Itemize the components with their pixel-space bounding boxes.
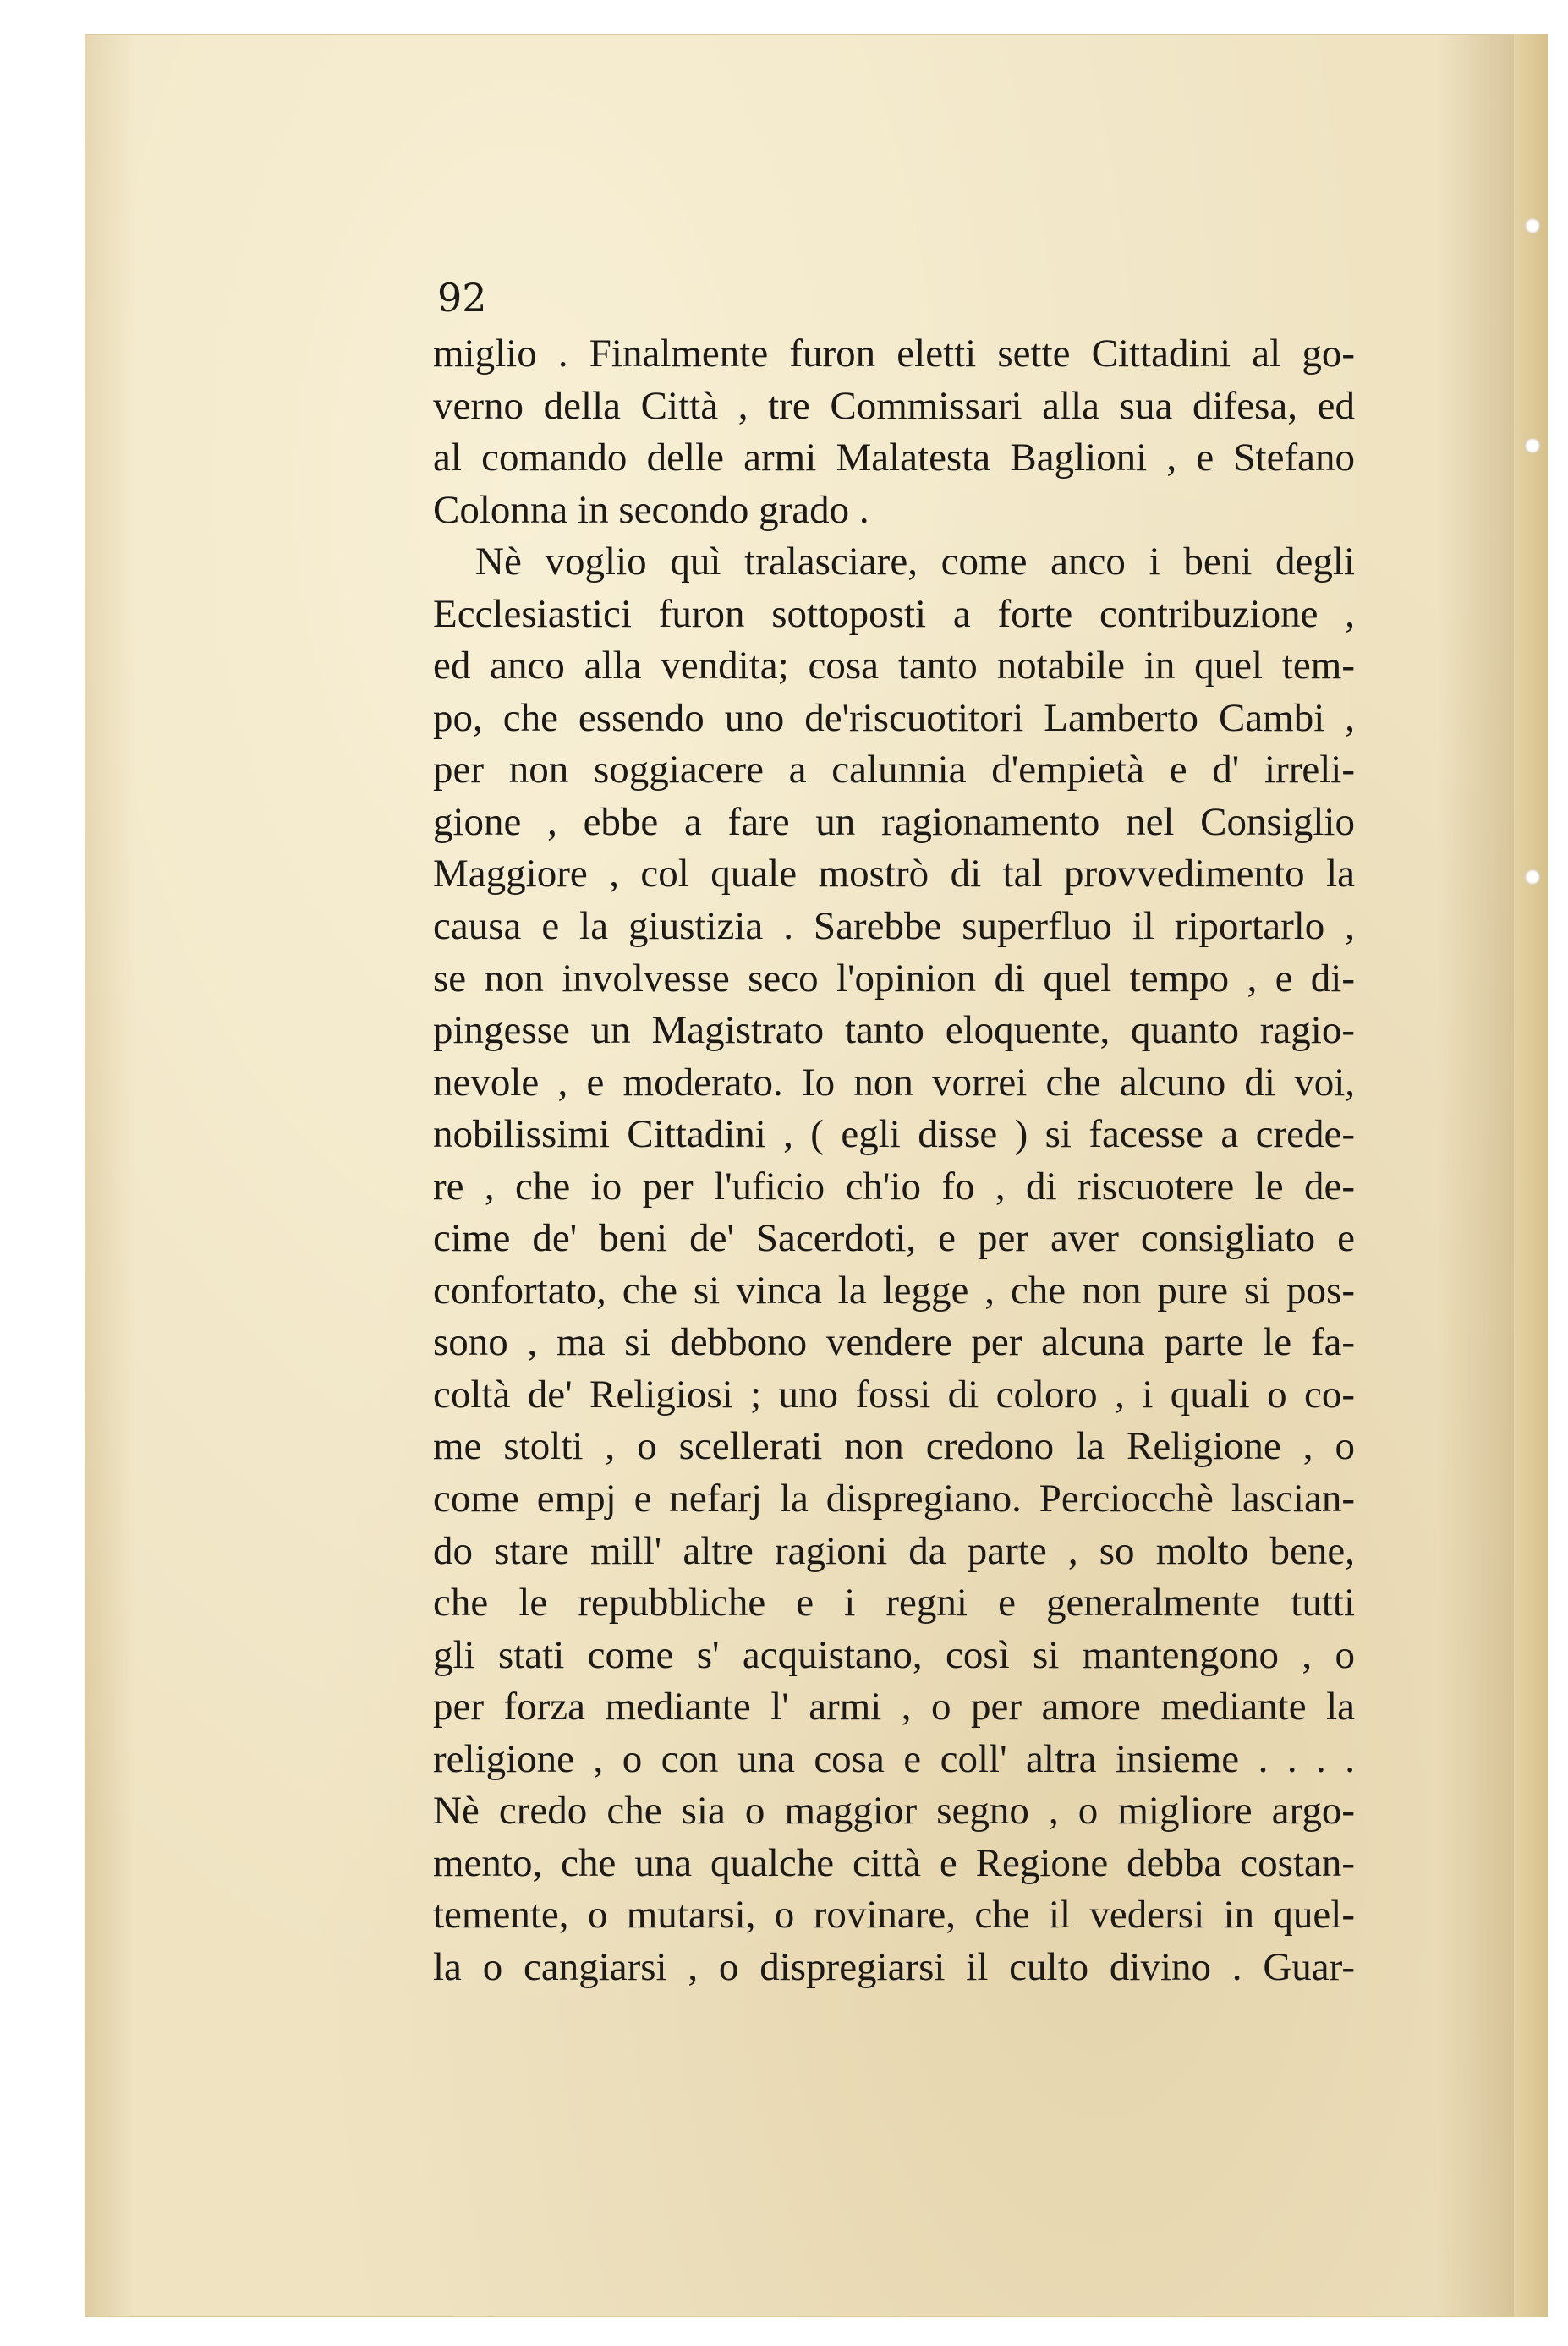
- text-line: Colonna in secondo grado .: [433, 487, 869, 532]
- page-number: 92: [437, 275, 487, 321]
- text-line: me stolti , o scellerati non credono la Religione , o: [433, 1424, 1355, 1469]
- text-line: Nè credo che sia o maggior segno , o migliore argo-: [433, 1789, 1355, 1833]
- text-line: per non soggiacere a calunnia d'empietà e d' irreli-: [433, 748, 1355, 792]
- text-line: nobilissimi Cittadini , ( egli disse ) si facesse a crede-: [433, 1112, 1355, 1157]
- text-line: religione , o con una cosa e coll' altra insieme . . . .: [433, 1736, 1355, 1781]
- text-line: la o cangiarsi , o dispregiarsi il culto divino . Guar-: [433, 1944, 1355, 1989]
- text-line: do stare mill' altre ragioni da parte , so molto bene,: [433, 1528, 1355, 1573]
- text-line: al comando delle armi Malatesta Baglioni , e Stefano: [433, 436, 1355, 480]
- text-line: Ecclesiastici furon sottoposti a forte contribuzione ,: [433, 591, 1355, 636]
- sheet-right-edge: [1514, 34, 1548, 2317]
- text-line: coltà de' Religiosi ; uno fossi di coloro , i quali o co-: [433, 1372, 1355, 1417]
- body-text: [433, 328, 1355, 1994]
- text-line: nevole , e moderato. Io non vorrei che alcuno di voi,: [433, 1060, 1355, 1104]
- text-line: confortato, che si vinca la legge , che non pure si pos-: [433, 1268, 1355, 1313]
- text-line: causa e la giustizia . Sarebbe superfluo il riportarlo ,: [433, 904, 1355, 949]
- text-line: verno della Città , tre Commissari alla sua difesa, ed: [433, 383, 1355, 428]
- binding-hole: [1525, 218, 1540, 233]
- text-line: mento, che una qualche città e Regione debba costan-: [433, 1840, 1355, 1885]
- text-line: temente, o mutarsi, o rovinare, che il vedersi in quel-: [433, 1893, 1355, 1938]
- binding-hole: [1525, 869, 1540, 885]
- text-line: Nè voglio quì tralasciare, come anco i beni degli: [475, 540, 1355, 584]
- text-line: come empj e nefarj la dispregiano. Perciocchè lascian-: [433, 1477, 1355, 1521]
- text-line: ed anco alla vendita; cosa tanto notabile in quel tem-: [433, 644, 1355, 688]
- text-line: pingesse un Magistrato tanto eloquente, quanto ragio-: [433, 1008, 1355, 1053]
- text-line: che le repubbliche e i regni e generalmente tutti: [433, 1581, 1355, 1625]
- text-line: Maggiore , col quale mostrò di tal provvedimento la: [433, 852, 1355, 896]
- text-line: re , che io per l'uficio ch'io fo , di riscuotere le de-: [433, 1164, 1355, 1209]
- text-line: po, che essendo uno de'riscuotitori Lamberto Cambi ,: [433, 695, 1355, 740]
- text-line: gli stati come s' acquistano, così si mantengono , o: [433, 1632, 1355, 1677]
- text-line: miglio . Finalmente furon eletti sette Cittadini al go-: [433, 332, 1355, 375]
- binding-hole: [1525, 438, 1540, 453]
- text-line: se non involvesse seco l'opinion di quel tempo , e di-: [433, 956, 1355, 1000]
- text-line: per forza mediante l' armi , o per amore mediante la: [433, 1685, 1355, 1729]
- text-line: gione , ebbe a fare un ragionamento nel Consiglio: [433, 799, 1355, 844]
- text-line: cime de' beni de' Sacerdoti, e per aver consigliato e: [433, 1216, 1355, 1261]
- text-line: sono , ma si debbono vendere per alcuna parte le fa-: [433, 1320, 1355, 1365]
